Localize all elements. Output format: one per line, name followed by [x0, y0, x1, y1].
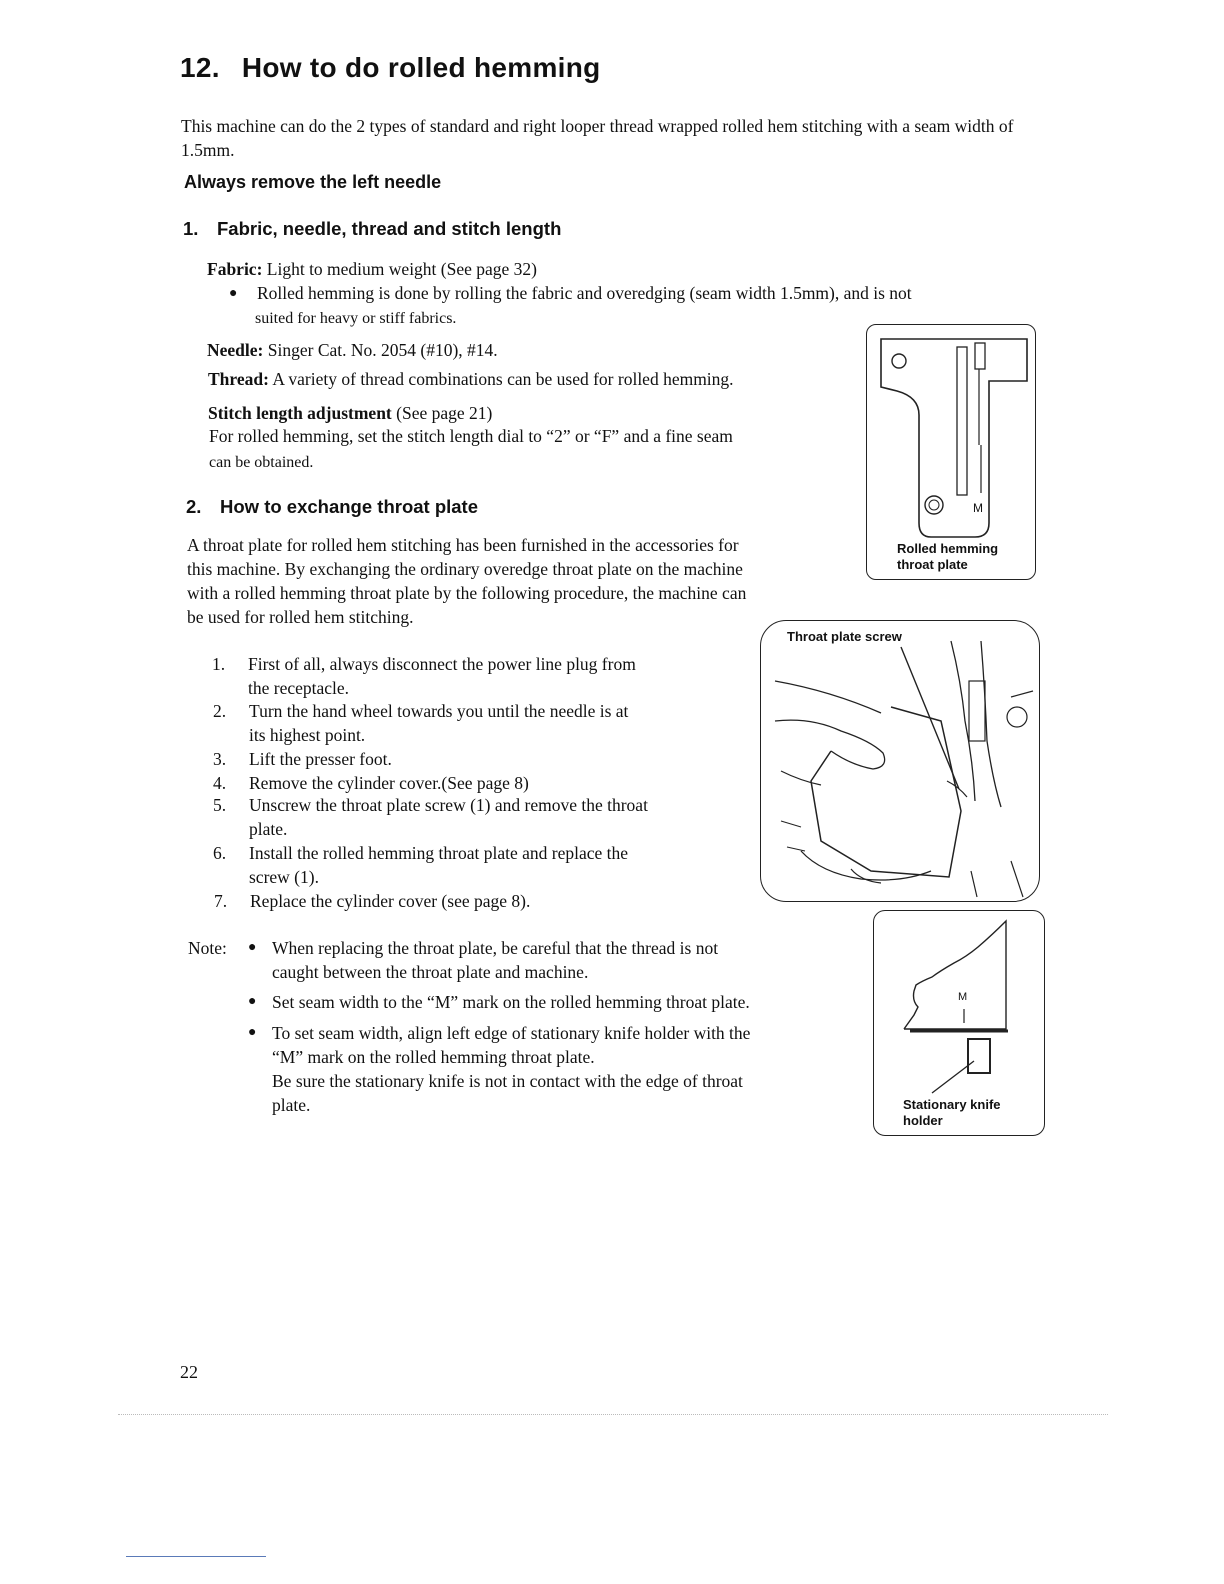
bullet-icon: ●	[248, 940, 257, 955]
machine-hand-drawing	[761, 621, 1039, 901]
thread-line	[208, 368, 734, 391]
page-title	[180, 52, 601, 84]
step-item: 7. Replace the cylinder cover (see page 8).	[214, 891, 531, 911]
fig1-caption: Rolled hemming throat plate	[897, 541, 999, 572]
needle-line	[207, 339, 498, 362]
section2-para-4: be used for rolled hem stitching.	[187, 607, 414, 627]
section1-heading	[183, 218, 561, 240]
stitch-text-2: can be obtained.	[209, 454, 314, 471]
fabric-bullet	[229, 282, 1049, 305]
fabric-line	[207, 258, 537, 281]
stitch-text-1: For rolled hemming, set the stitch length dial to “2” or “F” and a fine seam	[209, 426, 733, 446]
section2-heading	[186, 496, 478, 518]
step-item: 3. Lift the presser foot.	[213, 749, 392, 769]
section2-para-1: A throat plate for rolled hem stitching has been furnished in the accessories for	[187, 535, 739, 555]
section2-para-2: this machine. By exchanging the ordinary overedge throat plate on the machine	[187, 559, 743, 579]
step-item: 6. Install the rolled hemming throat plate and replace the screw (1).	[213, 843, 629, 887]
needle-text: Singer Cat. No. 2054 (#10), #14.	[267, 340, 498, 360]
thread-text: A variety of thread combinations can be used for rolled hemming.	[272, 369, 734, 389]
fabric-text: Light to medium weight (See page 32)	[266, 259, 537, 279]
section1-number: 1.	[183, 218, 199, 239]
fig1-m-mark: M	[973, 501, 983, 515]
fabric-label: Fabric:	[207, 259, 263, 279]
figure-throat-plate-screw	[760, 620, 1040, 902]
needle-label: Needle:	[207, 340, 264, 360]
note-item: ● To set seam width, align left edge of stationary knife holder with the “M” mark on the rolled hemming throat plate. Be sure the stationary knife is not in contact with the edge of throat plate.	[248, 1023, 751, 1115]
page-number: 22	[180, 1362, 198, 1382]
warning-text: Always remove the left needle	[184, 172, 442, 192]
fabric-bullet-line1: Rolled hemming is done by rolling the fabric and overedging (seam width 1.5mm), and is not	[257, 283, 912, 303]
fig3-caption: Stationary knife holder	[903, 1097, 1001, 1128]
note-item: ● Set seam width to the “M” mark on the rolled hemming throat plate.	[248, 992, 750, 1012]
step-item: 4. Remove the cylinder cover.(See page 8)	[213, 773, 529, 793]
fabric-bullet-line2: suited for heavy or stiff fabrics.	[255, 310, 457, 327]
section-number: 12.	[180, 52, 220, 83]
note-item: ● When replacing the throat plate, be careful that the thread is not caught between the throat plate and machine.	[248, 938, 719, 982]
stitch-line	[208, 402, 492, 425]
intro-paragraph: This machine can do the 2 types of standard and right looper thread wrapped rolled hem stitching with a seam width of 1.5mm.	[181, 116, 1014, 160]
bullet-icon: ●	[248, 1025, 257, 1040]
figure-rolled-hemming-throat-plate	[866, 324, 1036, 580]
footer-rule	[126, 1556, 266, 1557]
fig2-caption: Throat plate screw	[787, 629, 902, 644]
step-item: 1. First of all, always disconnect the power line plug from the receptacle.	[212, 654, 636, 698]
stitch-label: Stitch length adjustment	[208, 403, 392, 423]
section2-number: 2.	[186, 496, 202, 517]
figure-stationary-knife-holder	[873, 910, 1045, 1136]
section2-para-3: with a rolled hemming throat plate by the following procedure, the machine can	[187, 583, 747, 603]
note-label: Note:	[188, 938, 227, 958]
bullet-icon: ●	[248, 994, 257, 1009]
title-text: How to do rolled hemming	[241, 52, 601, 83]
fig3-m-mark: M	[958, 991, 968, 1003]
section2-title: How to exchange throat plate	[220, 496, 479, 517]
section1-title: Fabric, needle, thread and stitch length	[217, 218, 562, 239]
stitch-ref: (See page 21)	[396, 403, 493, 423]
thread-label: Thread:	[208, 369, 269, 389]
scan-divider	[118, 1414, 1108, 1415]
step-item: 5. Unscrew the throat plate screw (1) and remove the throat plate.	[213, 795, 648, 839]
bullet-icon: ●	[229, 286, 238, 301]
step-item: 2. Turn the hand wheel towards you until the needle is at its highest point.	[213, 701, 629, 745]
